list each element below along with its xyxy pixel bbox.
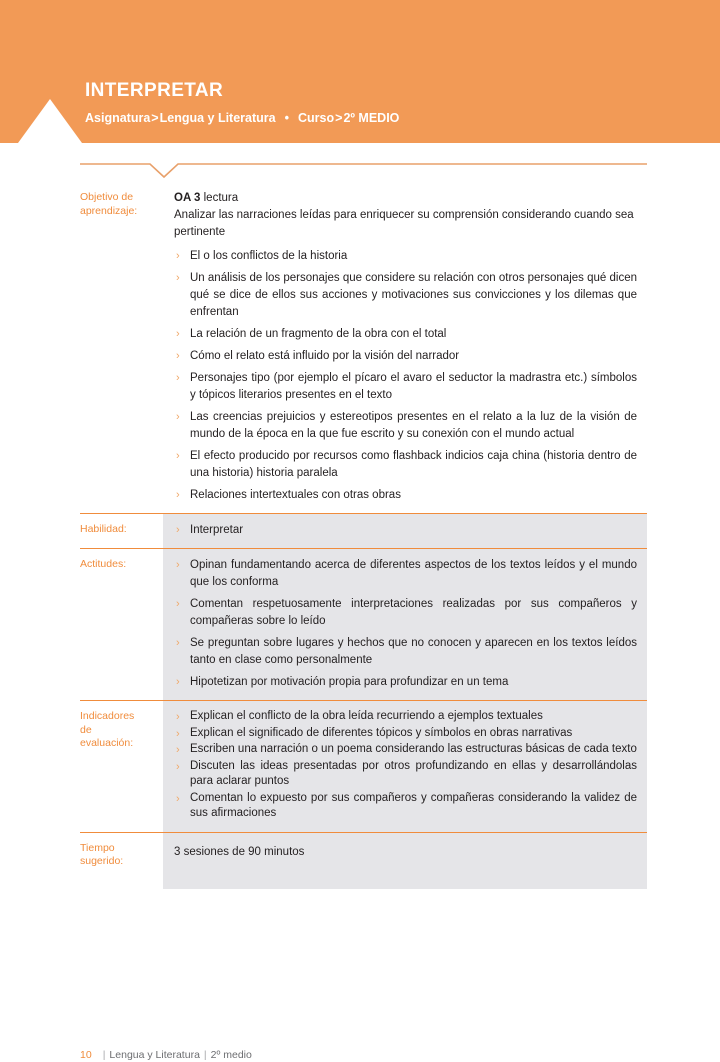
label-tiempo-line1: Tiempo <box>80 841 115 854</box>
list-item: › Se preguntan sobre lugares y hechos que no conocen y aparecen en los textos leídos tanto en clase como personalmente <box>174 635 637 669</box>
list-item: › Cómo el relato está influido por la visión del narrador <box>174 348 637 365</box>
list-item: › La relación de un fragmento de la obra con el total <box>174 326 637 343</box>
list-item: › El efecto producido por recursos como flashback indicios caja china (historia dentro de una historia) historia paralela <box>174 448 637 482</box>
label-indicadores-line2: de <box>80 723 92 736</box>
list-item: › Personajes tipo (por ejemplo el pícaro el avaro el seductor la madrastra etc.) símbolos y tópicos literarios presentes en el texto <box>174 370 637 404</box>
content-table <box>80 160 647 889</box>
row-body-habilidad <box>163 514 647 548</box>
list-item: › Explican el conflicto de la obra leída recurriendo a ejemplos textuales <box>174 709 637 725</box>
breadcrumb-bullet-icon: • <box>284 111 289 125</box>
list-item: › Opinan fundamentando acerca de diferentes aspectos de los textos leídos y el mundo que los conforma <box>174 557 637 591</box>
page-footer <box>80 1048 252 1062</box>
list-item: › Relaciones intertextuales con otras obras <box>174 487 637 504</box>
list-item: › Comentan lo expuesto por sus compañeros y compañeras considerando la validez de sus afirmaciones <box>174 791 637 822</box>
subject-value: Lengua y Literatura <box>159 111 276 125</box>
list-item: › Interpretar <box>174 522 637 539</box>
indicadores-bullet-list <box>174 709 637 822</box>
list-item: › Explican el significado de diferentes tópicos y símbolos en obras narrativas <box>174 726 637 742</box>
label-indicadores-line1: Indicadores <box>80 710 135 722</box>
page-header <box>0 0 720 143</box>
tiempo-sugerido-value: 3 sesiones de 90 minutos <box>174 845 305 858</box>
row-body-tiempo <box>163 833 647 889</box>
footer-divider-1: | <box>102 1049 106 1061</box>
label-indicadores-line3: evaluación: <box>80 737 134 749</box>
actitudes-bullet-list <box>174 557 637 691</box>
header-notch-triangle <box>18 99 82 143</box>
row-actitudes <box>80 549 647 700</box>
footer-level: 2º medio <box>210 1049 252 1061</box>
habilidad-bullet-list <box>174 522 637 539</box>
label-actitudes: Actitudes: <box>80 558 127 570</box>
label-objetivo-line1: Objetivo de <box>80 191 134 203</box>
row-label-tiempo <box>80 833 163 889</box>
footer-subject: Lengua y Literatura <box>109 1049 200 1061</box>
label-objetivo-line2: aprendizaje: <box>80 204 138 217</box>
course-value: 2º MEDIO <box>343 111 400 125</box>
objetivo-bullet-list <box>174 248 637 504</box>
footer-page-number: 10 <box>80 1049 92 1061</box>
page-title: INTERPRETAR <box>85 80 224 101</box>
oa-description: Analizar las narraciones leídas para enriquecer su comprensión considerando cuando sea pertinente <box>174 209 634 238</box>
list-item: › Comentan respetuosamente interpretaciones realizadas por sus compañeros y compañeras sobre lo leído <box>174 596 637 630</box>
subject-separator-icon: > <box>151 111 159 125</box>
row-label-habilidad <box>80 514 163 548</box>
row-tiempo-sugerido <box>80 833 647 889</box>
list-item: › Discuten las ideas presentadas por otros profundizando en ellas y desarrollándolas para aclarar puntos <box>174 759 637 790</box>
label-habilidad: Habilidad: <box>80 523 127 535</box>
header-breadcrumb <box>85 109 399 127</box>
list-item: › Hipotetizan por motivación propia para profundizar en un tema <box>174 674 637 691</box>
header-text-group <box>85 80 399 127</box>
oa-kind: lectura <box>203 192 239 204</box>
course-label: Curso <box>298 111 335 125</box>
label-tiempo-line2: sugerido: <box>80 855 124 867</box>
row-indicadores-de-evaluacion <box>80 701 647 832</box>
list-item: › Las creencias prejuicios y estereotipos presentes en el relato a la luz de la visión de mundo de la época en la que fue escrito y su conexión con el mundo actual <box>174 409 637 443</box>
row-habilidad <box>80 514 647 548</box>
list-item: › Escriben una narración o un poema considerando las estructuras básicas de cada texto <box>174 742 637 758</box>
row-body-actitudes <box>163 549 647 700</box>
list-item: › El o los conflictos de la historia <box>174 248 637 265</box>
oa-code: OA 3 <box>174 192 201 204</box>
top-divider-with-notch <box>80 160 647 182</box>
subject-label: Asignatura <box>85 111 151 125</box>
footer-divider-2: | <box>203 1049 207 1061</box>
row-body-indicadores <box>163 701 647 832</box>
row-label-objetivo <box>80 182 163 513</box>
row-label-actitudes <box>80 549 163 700</box>
oa-heading <box>174 190 637 206</box>
row-body-objetivo <box>163 182 647 513</box>
row-objetivo-de-aprendizaje <box>80 182 647 513</box>
list-item: › Un análisis de los personajes que considere su relación con otros personajes qué dicen qué se dice de ellos sus acciones y motivaciones sus convicciones y los dilemas que enfrentan <box>174 270 637 321</box>
row-label-indicadores <box>80 701 163 832</box>
page-body <box>0 160 720 1061</box>
course-separator-icon: > <box>335 111 343 125</box>
